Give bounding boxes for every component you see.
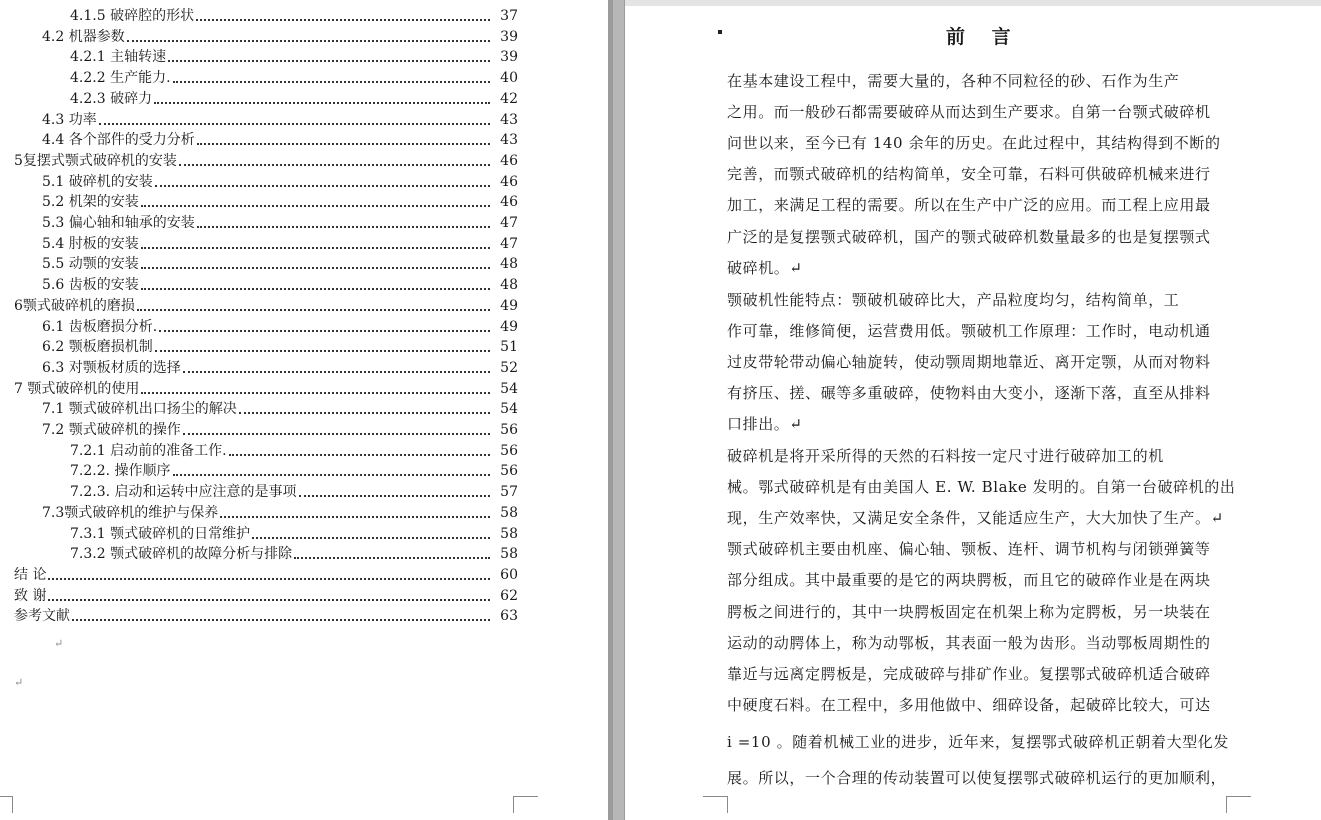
toc-leader-dots — [141, 288, 490, 290]
toc-leader-dots — [196, 19, 490, 21]
toc-leader-dots — [229, 454, 490, 456]
preface-heading: 前 言 — [946, 26, 1021, 48]
toc-entry-page: 63 — [500, 608, 518, 625]
toc-entry[interactable] — [70, 479, 518, 500]
preface-line: 靠近与远离定腭板是，完成破碎与排矿作业。复摆鄂式破碎机适合破碎 — [727, 665, 1211, 683]
toc-entry-page: 46 — [500, 194, 518, 211]
toc-entry-page: 52 — [500, 359, 518, 376]
preface-line: 颚式破碎机主要由机座、偏心轴、颚板、连杆、调节机构与闭锁弹簧等 — [727, 540, 1211, 558]
toc-entry[interactable] — [42, 231, 518, 252]
toc-leader-dots — [127, 40, 490, 42]
toc-entry-title: 致 谢 — [14, 587, 47, 604]
toc-entry-title: 7.3.2 颚式破碎机的故障分析与排除 — [70, 546, 293, 563]
preface-line: 作可靠，维修简便，运营费用低。颚破机工作原理：工作时，电动机通 — [727, 322, 1211, 340]
crop-mark-left-bottom-right — [513, 796, 538, 813]
page-gutter-inner — [613, 0, 624, 820]
preface-line: 在基本建设工程中，需要大量的，各种不同粒径的砂、石作为生产 — [727, 72, 1180, 90]
toc-entry-page: 56 — [500, 422, 518, 438]
toc-entry-title: 5复摆式颚式破碎机的安装 — [14, 152, 177, 169]
toc-entry-title: 7.1 颚式破碎机出口扬尘的解决 — [42, 401, 237, 418]
toc-leader-dots — [48, 599, 490, 601]
toc-entry-page: 58 — [500, 546, 518, 563]
toc-leader-dots — [141, 267, 490, 269]
toc-entry[interactable] — [42, 334, 518, 355]
toc-entry-title: 5.6 齿板的安装 — [42, 277, 139, 294]
toc-entry[interactable] — [42, 107, 518, 128]
toc-entry[interactable] — [42, 127, 518, 148]
toc-entry-page: 49 — [500, 318, 518, 335]
toc-entry[interactable] — [70, 521, 518, 542]
toc-entry-title: 7.2.2. 操作顺序 — [70, 463, 171, 480]
toc-leader-dots — [72, 619, 490, 621]
toc-leader-dots — [155, 350, 490, 352]
left-page-toc — [0, 0, 608, 820]
bullet-marker — [718, 30, 722, 34]
preface-line: 口排出。↵ — [727, 415, 803, 433]
preface-line: 腭板之间进行的，其中一块腭板固定在机架上称为定腭板，另一块装在 — [727, 603, 1211, 621]
preface-line: 问世以来，至今已有 140 余年的历史。在此过程中，其结构得到不断的 — [727, 134, 1221, 152]
toc-leader-dots — [48, 578, 490, 580]
toc-leader-dots — [197, 226, 490, 228]
toc-entry-page: 47 — [500, 215, 518, 231]
toc-entry[interactable] — [14, 148, 518, 169]
preface-line: 中硬度石料。在工程中，多用他做中、细碎设备，起破碎比较大，可达 — [727, 696, 1211, 714]
toc-entry[interactable] — [70, 438, 518, 459]
toc-entry[interactable] — [70, 65, 518, 86]
toc-entry-page: 54 — [500, 401, 518, 418]
toc-entry-page: 48 — [500, 277, 518, 294]
toc-entry[interactable] — [14, 562, 518, 583]
toc-entry-page: 57 — [500, 484, 518, 501]
toc-entry[interactable] — [70, 541, 518, 562]
toc-entry-page: 49 — [500, 297, 518, 314]
toc-entry-title: 6.2 颚板磨损机制 — [42, 339, 153, 356]
crop-mark-left-bottom — [0, 796, 13, 813]
toc-entry-title: 7 颚式破碎机的使用 — [14, 380, 140, 397]
toc-entry-title: 7.2.1 启动前的准备工作. — [70, 442, 227, 459]
preface-line: 破碎机。↵ — [727, 259, 803, 277]
preface-line: 有挤压、搓、碾等多重破碎，使物料由大变小，逐渐下落，直至从排料 — [727, 384, 1211, 402]
toc-entry[interactable] — [42, 500, 518, 521]
preface-line: 颚破机性能特点：颚破机破碎比大，产品粒度均匀，结构简单，工 — [727, 291, 1180, 309]
toc-leader-dots — [294, 557, 490, 559]
toc-entry-page: 46 — [500, 152, 518, 169]
toc-entry-title: 5.3 偏心轴和轴承的安装 — [42, 215, 195, 231]
toc-entry-title: 6.1 齿板磨损分析. — [42, 318, 158, 335]
toc-entry-page: 39 — [500, 49, 518, 66]
toc-leader-dots — [137, 309, 490, 311]
toc-entry[interactable] — [70, 458, 518, 479]
toc-entry[interactable] — [70, 3, 518, 24]
preface-line: 加工，来满足工程的需要。所以在生产中广泛的应用。而工程上应用最 — [727, 196, 1211, 214]
toc-leader-dots — [159, 330, 490, 332]
toc-entry[interactable] — [70, 44, 518, 65]
toc-entry[interactable] — [42, 355, 518, 376]
toc-entry-title: 4.4 各个部件的受力分析 — [42, 132, 195, 149]
toc-entry[interactable] — [70, 86, 518, 107]
toc-entry-title: 5.4 肘板的安装 — [42, 235, 139, 252]
toc-entry-title: 结 论 — [14, 566, 47, 583]
toc-entry-page: 56 — [500, 463, 518, 480]
toc-entry-title: 参考文献 — [14, 608, 70, 625]
toc-entry-title: 6颚式破碎机的磨损 — [14, 297, 135, 314]
preface-line: 械。鄂式破碎机是有由美国人 E. W. Blake 发明的。自第一台破碎机的出 — [727, 478, 1236, 496]
toc-entry-title: 4.1.5 破碎腔的形状 — [70, 8, 195, 24]
toc-entry[interactable] — [42, 24, 518, 45]
toc-entry-title: 7.2.3. 启动和运转中应注意的是事项 — [70, 484, 297, 501]
toc-entry-page: 43 — [500, 111, 518, 128]
toc-entry-page: 46 — [500, 173, 518, 190]
preface-line: 破碎机是将开采所得的天然的石料按一定尺寸进行破碎加工的机 — [727, 447, 1164, 465]
toc-entry[interactable] — [42, 251, 518, 272]
toc-entry-page: 60 — [500, 566, 518, 583]
preface-line: 广泛的是复摆颚式破碎机，国产的颚式破碎机数量最多的也是复摆颚式 — [727, 228, 1211, 246]
preface-line: 过皮带轮带动偏心轴旋转，使动颚周期地靠近、离开定颚，从而对物料 — [727, 353, 1211, 371]
toc-leader-dots — [141, 205, 490, 207]
return-mark-2: ↵ — [14, 676, 24, 689]
toc-entry-title: 7.3颚式破碎机的维护与保养 — [42, 504, 219, 521]
toc-entry[interactable] — [14, 293, 518, 314]
toc-leader-dots — [141, 247, 490, 249]
return-mark-1: ↵ — [54, 637, 64, 650]
toc-entry-title: 4.2.1 主轴转速 — [70, 49, 167, 66]
toc-leader-dots — [239, 412, 490, 414]
toc-entry-page: 48 — [500, 256, 518, 273]
toc-entry-page: 51 — [500, 339, 518, 356]
toc-leader-dots — [168, 60, 490, 62]
toc-entry-title: 4.2.2 生产能力. — [70, 70, 171, 87]
preface-line: 现，生产效率快，又满足安全条件，又能适应生产，大大加快了生产。↵ — [727, 509, 1224, 527]
toc-entry[interactable] — [42, 272, 518, 293]
crop-mark-right-bottom-right — [1226, 796, 1251, 813]
toc-entry-page: 62 — [500, 587, 518, 604]
toc-entry-page: 47 — [500, 235, 518, 252]
toc-leader-dots — [197, 143, 490, 145]
toc-entry[interactable] — [42, 210, 518, 231]
toc-entry[interactable] — [42, 396, 518, 417]
toc-entry-page: 58 — [500, 525, 518, 542]
toc-entry-title: 6.3 对颚板材质的选择 — [42, 359, 181, 376]
toc-leader-dots — [252, 537, 490, 539]
toc-leader-dots — [183, 371, 490, 373]
toc-leader-dots — [154, 102, 490, 104]
preface-line: 完善，而颚式破碎机的结构简单，安全可靠，石料可供破碎机械来进行 — [727, 165, 1211, 183]
toc-entry-title: 5.1 破碎机的安装 — [42, 173, 153, 190]
toc-entry-title: 5.5 动颚的安装 — [42, 256, 139, 273]
toc-leader-dots — [220, 516, 490, 518]
crop-mark-right-bottom-left — [703, 796, 728, 813]
toc-entry-title: 4.2.3 破碎力 — [70, 90, 153, 107]
toc-entry-title: 7.3.1 颚式破碎机的日常维护 — [70, 525, 251, 542]
preface-line: 运动的动腭体上，称为动鄂板，其表面一般为齿形。当动鄂板周期性的 — [727, 634, 1211, 652]
preface-line: i =10 。随着机械工业的进步，近年来，复摆鄂式破碎机正朝着大型化发 — [727, 733, 1229, 751]
preface-line: 部分组成。其中最重要的是它的两块腭板，而且它的破碎作业是在两块 — [727, 571, 1211, 589]
toc-entry[interactable] — [42, 189, 518, 210]
toc-leader-dots — [155, 185, 490, 187]
toc-entry-page: 54 — [500, 380, 518, 397]
toc-leader-dots — [99, 123, 490, 125]
preface-line: 展。所以，一个合理的传动装置可以使复摆鄂式破碎机运行的更加顺利， — [727, 769, 1227, 787]
toc-entry[interactable] — [42, 169, 518, 190]
toc-leader-dots — [183, 433, 490, 435]
toc-entry-page: 37 — [500, 8, 518, 24]
toc-leader-dots — [173, 474, 490, 476]
toc-entry-title: 5.2 机架的安装 — [42, 194, 139, 211]
toc-entry-page: 40 — [500, 70, 518, 87]
toc-entry-page: 56 — [500, 442, 518, 459]
toc-entry-title: 7.2 颚式破碎机的操作 — [42, 422, 181, 438]
toc-entry-page: 58 — [500, 504, 518, 521]
toc-entry-page: 43 — [500, 132, 518, 149]
toc-entry[interactable] — [42, 417, 518, 438]
toc-leader-dots — [179, 164, 490, 166]
toc-entry-title: 4.2 机器参数 — [42, 28, 125, 45]
toc-entry-title: 4.3 功率 — [42, 111, 97, 128]
toc-entry[interactable] — [14, 583, 518, 604]
toc-leader-dots — [299, 495, 490, 497]
toc-entry[interactable] — [14, 376, 518, 397]
top-bar — [625, 0, 1321, 6]
toc-entry[interactable] — [14, 603, 518, 624]
toc-entry-page: 42 — [500, 90, 518, 107]
toc-leader-dots — [173, 81, 490, 83]
toc-leader-dots — [141, 392, 490, 394]
preface-line: 之用。而一般砂石都需要破碎从而达到生产要求。自第一台颚式破碎机 — [727, 103, 1211, 121]
toc-entry[interactable] — [42, 314, 518, 335]
toc-entry-page: 39 — [500, 28, 518, 45]
